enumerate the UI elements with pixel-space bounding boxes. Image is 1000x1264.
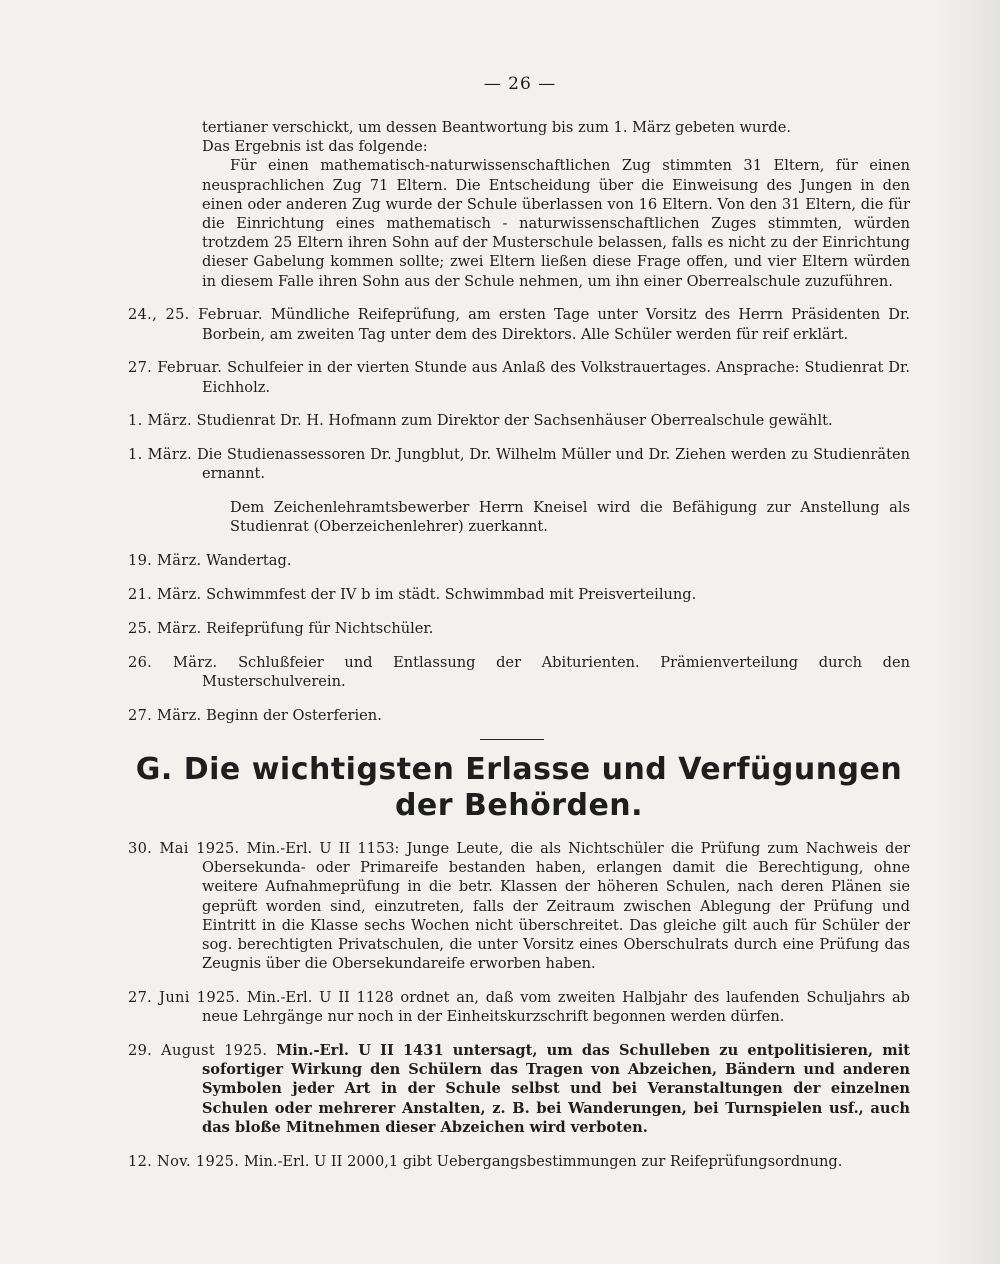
entry-date: 1. März. — [128, 412, 192, 430]
chronicle-entry — [128, 706, 910, 725]
decree-text-bold: Min.-Erl. U II 1431 untersagt, um das Schulleben zu entpolitisieren, mit sofortiger Wirkung den Schülern das Tragen von Abzeichen, Bändern und anderen Symbolen jeder Art in der Schule selbst und bei Veranstaltungen der einzelnen Schulen oder mehrerer Anstalten, z. B. bei Wanderungen, bei Turnspielen usf., auch das bloße Mitnehmen dieser Abzeichen wird verboten. — [202, 1042, 910, 1136]
entry-text: Mündliche Reifeprüfung, am ersten Tage unter Vorsitz des Herrn Präsidenten Dr. Borbein, am zweiten Tag unter dem des Direktors. Alle Schüler werden für reif erklärt. — [202, 306, 910, 343]
decree-text: Min.-Erl. U II 1128 ordnet an, daß vom zweiten Halbjahr des laufenden Schuljahrs ab neue Lehrgänge nur noch in der Einheitskurzschrift begonnen werden dürfen. — [202, 989, 911, 1026]
intro-line-2: Das Ergebnis ist das folgende: — [202, 138, 428, 156]
entry-date: 1. März. — [128, 446, 193, 464]
section-heading-line-2: der Behörden. — [394, 788, 644, 824]
chronicle-entry — [128, 411, 910, 430]
entry-date: 26. März. — [128, 653, 218, 671]
entry-text: Wandertag. — [206, 552, 292, 570]
entry-text: Dem Zeichenlehramtsbewerber Herrn Kneisel wird die Befähigung zur Anstellung als Studienrat (Oberzeichenlehrer) zuerkannt. — [230, 499, 910, 536]
chronicle-entry-continuation — [128, 498, 910, 536]
entry-text: Reifeprüfung für Nichtschüler. — [206, 619, 434, 637]
chronicle-entry — [128, 619, 910, 638]
chronicle-list — [128, 305, 910, 724]
decree-entry — [128, 988, 910, 1026]
chronicle-entry — [128, 445, 910, 483]
decree-date: 30. Mai 1925. — [128, 840, 240, 857]
page-number: — 26 — — [483, 74, 557, 94]
decree-text: Min.-Erl. U II 1153: Junge Leute, die als Nichtschüler die Prüfung zum Nachweis der Obersekunda- oder Primareife bestanden haben, erlangen damit die Berechtigung, ohne weitere Aufnahmeprüfung in die betr. Klassen der höheren Schulen, nach deren Plänen sie geprüft worden sind, einzutreten, falls der Zeitraum zwischen Ablegung der Prüfung und Eintritt in die Klasse sechs Wochen nicht überschreitet. Das gleiche gilt auch für Schüler der sog. berechtigten Privatschulen, die unter Vorsitz eines Oberschulrats durch eine Prüfung das Zeugnis über die Obersekundareife erworben haben. — [202, 840, 910, 973]
intro-paragraph: Für einen mathematisch-naturwissenschaftlichen Zug stimmten 31 Eltern, für einen neusprachlichen Zug 71 Eltern. Die Entscheidung über die Einweisung des Jungen in den einen oder anderen Zug wurde der Schule überlassen von 16 Eltern. Von den 31 Eltern, die für die Einrichtung eines mathematisch - naturwissenschaftlichen Zuges stimmten, würden trotzdem 25 Eltern ihren Sohn auf der Musterschule belassen, falls es nicht zu der Einrichtung dieser Gabelung kommen sollte; zwei Eltern ließen diese Frage offen, und vier Eltern würden in diesem Falle ihren Sohn aus der Schule nehmen, um ihn einer Oberrealschule zuzuführen. — [202, 157, 910, 290]
decree-text: Min.-Erl. U II 2000,1 gibt Uebergangsbestimmungen zur Reifeprüfungsordnung. — [243, 1152, 843, 1170]
entry-text: Schwimmfest der IV b im städt. Schwimmbad mit Preisverteilung. — [206, 586, 697, 604]
chronicle-entry — [128, 653, 910, 691]
entry-text: Studienrat Dr. H. Hofmann zum Direktor der Sachsenhäuser Oberrealschule gewählt. — [196, 412, 833, 430]
decree-entry — [128, 839, 910, 973]
entry-date: 21. März. — [128, 586, 202, 604]
decree-list — [128, 839, 910, 1171]
intro-line-1: tertianer verschickt, um dessen Beantwortung bis zum 1. März gebeten wurde. — [202, 119, 792, 136]
scan-edge-shadow — [940, 0, 1000, 1264]
entry-date: 27. Februar. — [128, 359, 223, 377]
document-body — [128, 118, 910, 1185]
chronicle-entry — [128, 305, 910, 343]
chronicle-entry — [128, 585, 910, 604]
entry-date: 24., 25. Februar. — [128, 306, 263, 324]
entry-text: Schulfeier in der vierten Stunde aus Anlaß des Volkstrauertages. Ansprache: Studienrat Dr. Eichholz. — [202, 359, 911, 396]
entry-date: 27. März. — [128, 706, 202, 724]
entry-text: Schlußfeier und Entlassung der Abiturienten. Prämienverteilung durch den Musterschulverein. — [202, 653, 911, 690]
section-divider — [480, 739, 544, 740]
decree-date: 12. Nov. 1925. — [128, 1152, 240, 1170]
chronicle-entry — [128, 358, 910, 396]
intro-block — [128, 118, 910, 291]
decree-date: 29. August 1925. — [128, 1042, 268, 1060]
decree-entry — [128, 1041, 910, 1137]
entry-text: Die Studienassessoren Dr. Jungblut, Dr. Wilhelm Müller und Dr. Ziehen werden zu Studienräten ernannt. — [196, 446, 910, 483]
decree-entry — [128, 1152, 910, 1171]
entry-date: 19. März. — [128, 552, 202, 570]
entry-date: 25. März. — [128, 619, 202, 637]
entry-text: Beginn der Osterferien. — [206, 706, 382, 724]
decree-date: 27. Juni 1925. — [128, 989, 241, 1007]
section-heading-line-1: G. Die wichtigsten Erlasse und Verfügungen — [135, 752, 903, 788]
chronicle-entry — [128, 551, 910, 570]
section-heading — [128, 752, 910, 824]
